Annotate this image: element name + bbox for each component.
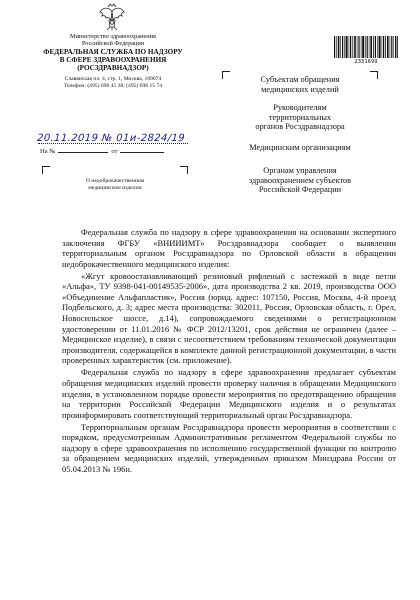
recipient-block-4: Органам управления здравоохранением субъектов Российской Федерации	[248, 166, 352, 195]
recipient-bracket-right	[370, 71, 378, 79]
handwritten-registration-number: 20.11.2019 № 01и-2824/19	[36, 133, 186, 144]
barcode	[334, 36, 398, 58]
recipient-block-1: Субъектам обращения медицинских изделий	[260, 75, 340, 94]
double-headed-eagle-emblem-icon	[98, 3, 126, 31]
barcode-number: 2331699	[354, 59, 378, 65]
body-paragraph-4: Территориальным органам Росздравнадзора провести мероприятия в соответствии с порядком, предусмотренным Административным регламентом Федеральной службы по надзору в сфере здравоохранения по исполнению государственной функции по контролю за обращением медицинских изделий, утвержденным приказом Минздрава России от 05.04.2013 № 196н.	[62, 421, 396, 474]
recipient-block-2: Руководителям территориальных органов Росздравнадзора	[255, 103, 345, 132]
recipient-block-3: Медицинским организациям	[249, 143, 351, 152]
subject-bracket-left	[42, 166, 50, 174]
letter-body	[62, 227, 396, 476]
body-paragraph-3: Федеральная служба по надзору в сфере здравоохранения предлагает субъектам обращения медицинских изделий провести проверку наличия в обращении Медицинского изделия, в установленном порядке провести мероприятия по предотвращению обращения на территории Российской Федерации Медицинского изделия и о результатах проинформировать соответствующий территориальный орган Росздравнадзора.	[62, 367, 396, 420]
subject-bracket-right	[180, 166, 188, 174]
registration-underline	[38, 143, 188, 144]
letter-subject: О недоброкачественном медицинском изделии	[85, 178, 145, 192]
agency-address: Славянская пл. 4, стр. 1, Москва, 109074 Телефон: (495) 698 45 38; (495) 698 15 74	[63, 76, 163, 89]
recipient-bracket-left	[222, 71, 230, 79]
ministry-name: Министерство здравоохранения Российской Федерации	[70, 33, 156, 48]
body-paragraph-2: «Жгут кровоостанавливающий резиновый рифленый с застежкой в виде петли «Альфа», ТУ 9398-041-00149535-2006», дата производства 2 кв. 2019, производства ООО «Объединение Альфапластик», Россия (юрид. адрес: 107150, Россия, Москва, 4-й проезд Подбельского, д. 3; адрес места производства: 302011, Россия, Орловская область, г. Орел, Новосильское шоссе, д.14), сопровождаемого сведениями о регистрационном удостоверении от 11.01.2016 № ФСР 2012/13201, срок действия не ограничен (далее – Медицинское изделие), в связи с несоответствием требованиям технической документации производителя, содержащейся в комплекте данной регистрационной документации, в части проверенных характеристик (см. приложение).	[62, 270, 396, 366]
body-paragraph-1: Федеральная служба по надзору в сфере здравоохранения на основании экспертного заключения ФГБУ «ВНИИИМТ» Росздравнадзора сообщает о выявлении территориальным органом Росздравнадзора по Орловской области в обращении недоброкачественного медицинского изделия:	[62, 227, 396, 269]
reference-line: На № от	[40, 146, 190, 155]
agency-name: ФЕДЕРАЛЬНАЯ СЛУЖБА ПО НАДЗОРУ В СФЕРЕ ЗДРАВООХРАНЕНИЯ (РОСЗДРАВНАДЗОР)	[43, 48, 183, 73]
